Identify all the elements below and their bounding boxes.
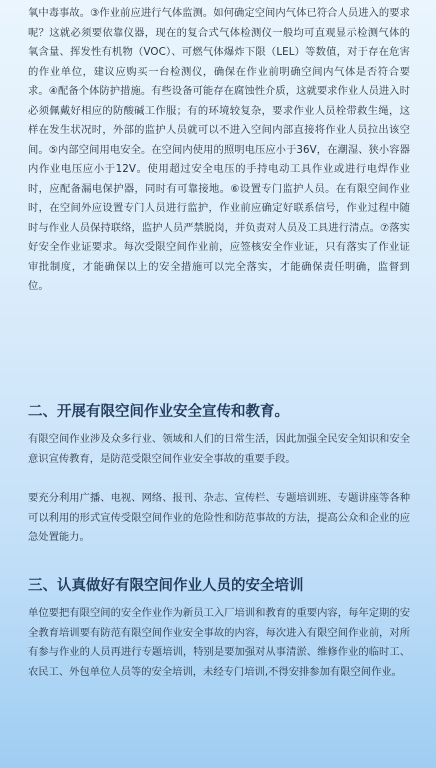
section-2-paragraph-2: 要充分利用广播、电视、网络、报刊、杂志、宣传栏、专题培训班、专题讲座等各种可以利用的形式宣传受限空间作业的危险性和防范事故的方法，提高公众和企业的应急处置能力。 bbox=[28, 492, 410, 543]
section-3-heading: 三、认真做好有限空间作业人员的安全培训 bbox=[28, 578, 304, 594]
section-2-paragraph-1: 有限空间作业涉及众多行业、领域和人们的日常生活，因此加强全民安全知识和安全意识宣传教育，是防范受限空间作业安全事故的重要手段。 bbox=[28, 433, 410, 465]
section-3-paragraph-1: 单位要把有限空间的安全作业作为新员工入厂培训和教育的重要内容，每年定期的安全教育培训要有防范有限空间作业安全事故的内容，每次进入有限空间作业前，对所有参与作业的人员再进行专题培训，特别是要加强对从事清淤、维修作业的临时工、农民工、外包单位人员等的安全培训，未经专门培训,不得安排参加有限空间作业。 bbox=[28, 607, 410, 678]
section-2-heading: 二、开展有限空间作业安全宣传和教育。 bbox=[28, 404, 289, 420]
intro-paragraph: 氧中毒事故。③作业前应进行气体监测。如何确定空间内气体已符合人员进入的要求呢？这就必须要依靠仪器，现在的复合式气体检测仪一般均可直观显示检测气体的氧含量、挥发性有机物（VOC）、可燃气体爆炸下限（LEL）等数值，对于存在危害的作业单位，建议应购买一台检测仪，确保在作业前明确空间内气体是否符合要求。④配备个体防护措施。有些设备可能存在腐蚀性介质，这就要求作业人员进入时必须佩戴好相应的防酸碱工作服；有的环境较复杂，要求作业人员栓带救生绳，这样在发生状况时，外部的监护人员就可以不进入空间内部直接将作业人员拉出该空间。⑤内部空间用电安全。在空间内使用的照明电压应小于36V，在潮湿、狭小容器内作业电压应小于12V。使用超过安全电压的手持电动工具作业或进行电焊作业时，应配备漏电保护器，同时有可靠接地。⑥设置专门监护人员。在有限空间作业时，在空间外应设置专门人员进行监护，作业前应确定好联系信号，作业过程中随时与作业人员保持联络，监护人员严禁脱岗，并负责对人员及工具进行清点。⑦落实好安全作业证要求。每次受限空间作业前，应签核安全作业证，只有落实了作业证审批制度，才能确保以上的安全措施可以完全落实，才能确保责任明确，监督到位。 bbox=[28, 7, 410, 292]
